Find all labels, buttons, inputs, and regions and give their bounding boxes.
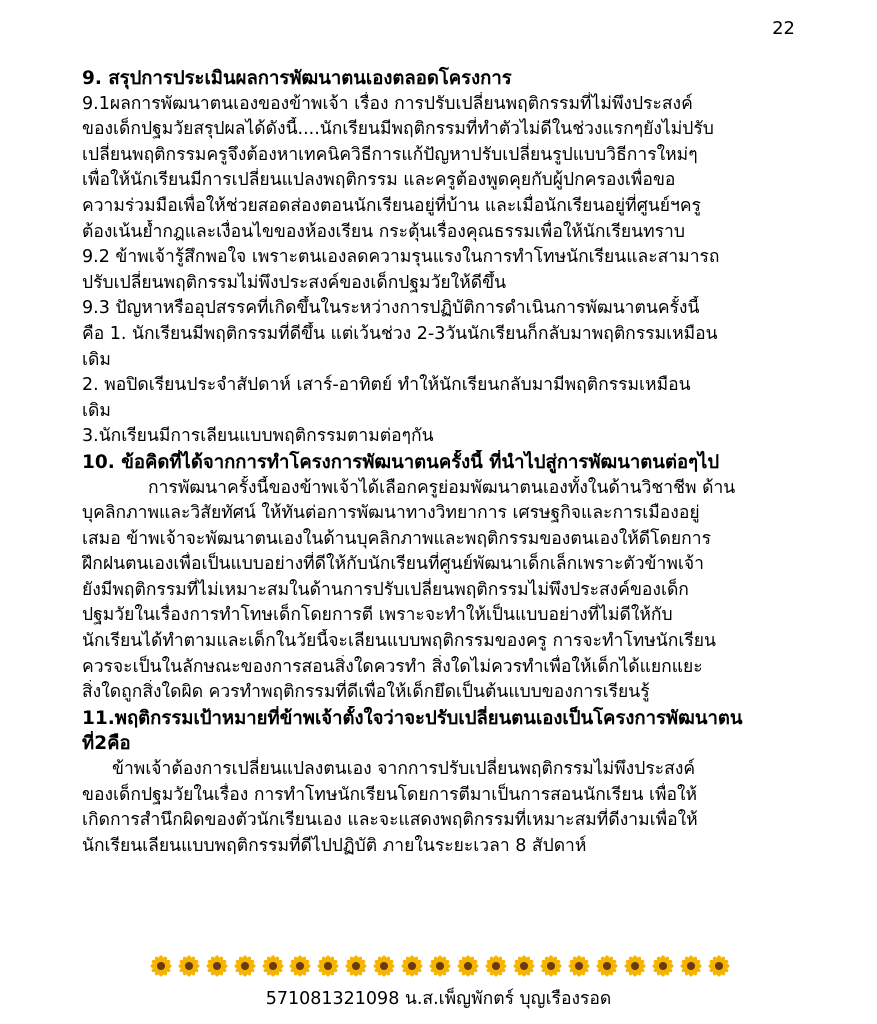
page-number: 22 bbox=[772, 18, 795, 39]
paragraph-line: เกิดการสำนึกผิดของตัวนักเรียนเอง และจะแสดงพฤติกรรมที่เหมาะสมที่ดีงามเพื่อให้ bbox=[82, 810, 698, 831]
paragraph-line: ยังมีพฤติกรรมที่ไม่เหมาะสมในด้านการปรับเปลี่ยนพฤติกรรมไม่พึงประสงค์ของเด็ก bbox=[82, 579, 689, 600]
paragraph-line: คือ 1. นักเรียนมีพฤติกรรมที่ดีขึ้น แต่เว้นช่วง 2-3วันนักเรียนก็กลับมาพฤติกรรมเหมือน bbox=[82, 323, 718, 344]
section-heading-line: 10. ข้อคิดที่ได้จากการทำโครงการพัฒนาตนครั้งนี้ ที่นำไปสู่การพัฒนาตนต่อๆไป bbox=[82, 451, 720, 473]
paragraph-line: ควรจะเป็นในลักษณะของการสอนสิ่งใดควรทำ สิ่งใดไม่ควรทำเพื่อให้เด็กได้แยกแยะ bbox=[82, 656, 703, 677]
sunflower-icon bbox=[708, 955, 730, 977]
section-heading-line: 11.พฤติกรรมเป้าหมายที่ข้าพเจ้าตั้งใจว่าจะปรับเปลี่ยนตนเองเป็นโครงการพัฒนาตน bbox=[82, 707, 743, 729]
paragraph-line: สิ่งใดถูกสิ่งใดผิด ควรทำพฤติกรรมที่ดีเพื่อให้เด็กยึดเป็นต้นแบบของการเรียนรู้ bbox=[82, 682, 650, 703]
sunflower-icon bbox=[317, 955, 339, 977]
section-heading-line: 9. สรุปการประเมินผลการพัฒนาตนเองตลอดโครงการ bbox=[82, 68, 512, 89]
sunflower-icon bbox=[234, 955, 256, 977]
paragraph-line: เปลี่ยนพฤติกรรมครูจึงต้องหาเทคนิควิธีการแก้ปัญหาปรับเปลี่ยนรูปแบบวิธีการใหม่ๆ bbox=[82, 144, 698, 165]
sunflower-icon bbox=[150, 955, 172, 977]
sunflower-icon bbox=[373, 955, 395, 977]
paragraph-line: ของเด็กปฐมวัยสรุปผลได้ดังนี้....นักเรียนมีพฤติกรรมที่ทำตัวไม่ดีในช่วงแรกๆยังไม่ปรับ bbox=[82, 119, 714, 140]
sunflower-icon bbox=[596, 955, 618, 977]
paragraph-line: ปรับเปลี่ยนพฤติกรรมไม่พึงประสงค์ของเด็กปฐมวัยให้ดีขึ้น bbox=[82, 272, 507, 293]
sunflower-icon bbox=[513, 955, 535, 977]
paragraph-line: ความร่วมมือเพื่อให้ช่วยสอดส่องตอนนักเรียนอยู่ที่บ้าน และเมื่อนักเรียนอยู่ที่ศูนย์ฯครู bbox=[82, 195, 701, 216]
paragraph-line: เสมอ ข้าพเจ้าจะพัฒนาตนเองในด้านบุคลิกภาพและพฤติกรรมของตนเองให้ดีโดยการ bbox=[82, 528, 712, 549]
paragraph-line: 2. พอปิดเรียนประจำสัปดาห์ เสาร์-อาทิตย์ ทำให้นักเรียนกลับมามีพฤติกรรมเหมือน bbox=[82, 375, 691, 396]
sunflower-icon bbox=[540, 955, 562, 977]
paragraph-line: 9.3 ปัญหาหรืออุปสรรคที่เกิดขึ้นในระหว่างการปฏิบัติการดำเนินการพัฒนาตนครั้งนี้ bbox=[82, 298, 700, 319]
sunflower-icon bbox=[652, 955, 674, 977]
sunflower-icon bbox=[206, 955, 228, 977]
sunflower-icon bbox=[262, 955, 284, 977]
sunflower-icon bbox=[345, 955, 367, 977]
document-body bbox=[82, 66, 802, 859]
paragraph-line: เดิม bbox=[82, 400, 111, 421]
sunflower-icon bbox=[289, 955, 311, 977]
sunflower-icon bbox=[485, 955, 507, 977]
paragraph-line: 9.1ผลการพัฒนาตนเองของข้าพเจ้า เรื่อง การปรับเปลี่ยนพฤติกรรมที่ไม่พึงประสงค์ bbox=[82, 93, 693, 114]
author-signature-line: 571081321098 น.ส.เพ็ญพักตร์ บุญเรืองรอด bbox=[265, 989, 612, 1009]
sunflower-icon bbox=[680, 955, 702, 977]
sunflower-divider bbox=[150, 955, 730, 977]
sunflower-icon bbox=[429, 955, 451, 977]
sunflower-icon bbox=[178, 955, 200, 977]
section-heading-line: ที่2คือ bbox=[82, 733, 131, 755]
sunflower-icon bbox=[624, 955, 646, 977]
paragraph-line: 3.นักเรียนมีการเลียนแบบพฤติกรรมตามต่อๆกัน bbox=[82, 426, 434, 447]
paragraph-line: ของเด็กปฐมวัยในเรื่อง การทำโทษนักเรียนโดยการตีมาเป็นการสอนนักเรียน เพื่อให้ bbox=[82, 784, 698, 805]
paragraph-line: นักเรียนเลียนแบบพฤติกรรมที่ดีไปปฏิบัติ ภายในระยะเวลา 8 สัปดาห์ bbox=[82, 835, 587, 856]
paragraph-line: นักเรียนได้ทำตามและเด็กในวัยนี้จะเลียนแบบพฤติกรรมของครู การจะทำโทษนักเรียน bbox=[82, 631, 716, 652]
paragraph-line: การพัฒนาครั้งนี้ของข้าพเจ้าได้เลือกครูย่อมพัฒนาตนเองทั้งในด้านวิชาชีพ ด้าน bbox=[148, 477, 736, 498]
paragraph-line: ฝึกฝนตนเองเพื่อเป็นแบบอย่างที่ดีให้กับนักเรียนที่ศูนย์พัฒนาเด็กเล็กเพราะตัวข้าพเจ้า bbox=[82, 554, 704, 575]
sunflower-icon bbox=[401, 955, 423, 977]
paragraph-line: เพื่อให้นักเรียนมีการเปลี่ยนแปลงพฤติกรรม และครูต้องพูดคุยกับผู้ปกครองเพื่อขอ bbox=[82, 170, 676, 191]
paragraph-line: ต้องเน้นย้ำกฎและเงื่อนไขของห้องเรียน กระตุ้นเรื่องคุณธรรมเพื่อให้นักเรียนทราบ bbox=[82, 221, 685, 242]
paragraph-line: เดิม bbox=[82, 349, 111, 370]
paragraph-line: ข้าพเจ้าต้องการเปลี่ยนแปลงตนเอง จากการปรับเปลี่ยนพฤติกรรมไม่พึงประสงค์ bbox=[112, 759, 696, 780]
paragraph-line: 9.2 ข้าพเจ้ารู้สึกพอใจ เพราะตนเองลดความรุนแรงในการทำโทษนักเรียนและสามารถ bbox=[82, 247, 720, 268]
paragraph-line: ปฐมวัยในเรื่องการทำโทษเด็กโดยการตี เพราะจะทำให้เป็นแบบอย่างที่ไม่ดีให้กับ bbox=[82, 605, 673, 626]
sunflower-icon bbox=[457, 955, 479, 977]
sunflower-icon bbox=[568, 955, 590, 977]
paragraph-line: บุคลิกภาพและวิสัยทัศน์ ให้ทันต่อการพัฒนาทางวิทยาการ เศรษฐกิจและการเมืองอยู่ bbox=[82, 503, 700, 524]
